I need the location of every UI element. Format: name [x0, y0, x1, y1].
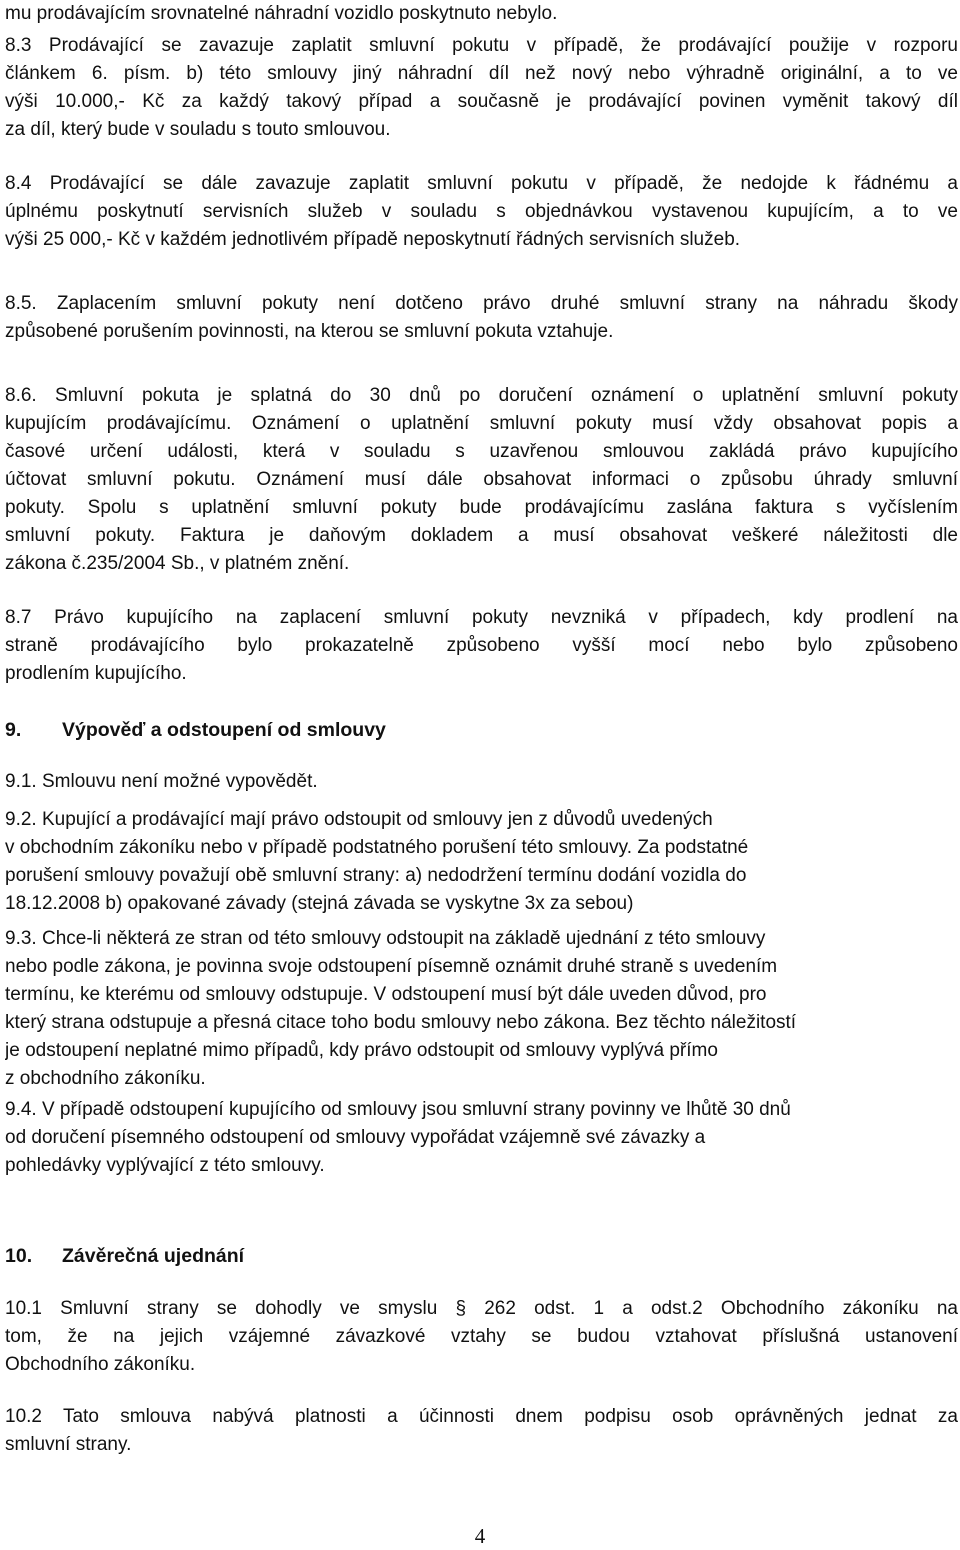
text-line: časové určení události, která v souladu s uzavřenou smlouvou zakládá právo kupujícího — [5, 441, 958, 462]
text-line: pohledávky vyplývající z této smlouvy. — [5, 1155, 325, 1176]
text-line: kupujícím prodávajícímu. Oznámení o uplatnění smluvní pokuty musí vždy obsahovat popis a — [5, 413, 958, 434]
text-line: tom, že na jejich vzájemné závazkové vztahy se budou vztahovat příslušná ustanovení — [5, 1326, 958, 1347]
paragraph-9-2 — [5, 806, 958, 918]
text-line: porušení smlouvy považují obě smluvní strany: a) nedodržení termínu dodání vozidla do — [5, 865, 747, 886]
text-line: zákona č.235/2004 Sb., v platném znění. — [5, 553, 350, 574]
section-10-title: Závěrečná ujednání — [62, 1245, 245, 1267]
text-line: prodlením kupujícího. — [5, 663, 187, 684]
text-line: výši 10.000,- Kč za každý takový případ a současně je prodávající povinen vyměnit takový díl — [5, 91, 958, 112]
paragraph-9-3 — [5, 925, 958, 1093]
text-line: 8.3 Prodávající se zavazuje zaplatit smluvní pokutu v případě, že prodávající použije v rozporu — [5, 35, 958, 56]
section-10-number: 10. — [5, 1245, 33, 1267]
text-line: smluvní strany. — [5, 1434, 132, 1455]
text-line: v obchodním zákoníku nebo v případě podstatného porušení této smlouvy. Za podstatné — [5, 837, 749, 858]
text-line: 8.5. Zaplacením smluvní pokuty není dotčeno právo druhé smluvní strany na náhradu škody — [5, 293, 958, 314]
text-line: od doručení písemného odstoupení od smlouvy vypořádat vzájemně své závazky a — [5, 1127, 706, 1148]
text-line: 9.2. Kupující a prodávající mají právo odstoupit od smlouvy jen z důvodů uvedených — [5, 809, 713, 830]
text-line: 9.4. V případě odstoupení kupujícího od smlouvy jsou smluvní strany povinny ve lhůtě 30 dnů — [5, 1099, 791, 1120]
paragraph-10-2 — [5, 1403, 958, 1459]
text-line: z obchodního zákoníku. — [5, 1068, 206, 1089]
page-number: 4 — [474, 1524, 486, 1548]
paragraph-9-4 — [5, 1096, 958, 1180]
text-line: za díl, který bude v souladu s touto smlouvou. — [5, 119, 391, 140]
paragraph-10-1 — [5, 1295, 958, 1379]
text-line: článkem 6. písm. b) této smlouvy jiný náhradní díl než nový nebo výhradně originální, a to ve — [5, 63, 958, 84]
paragraph-8-6 — [5, 382, 958, 578]
text-line: 18.12.2008 b) opakované závady (stejná závada se vyskytne 3x za sebou) — [5, 893, 634, 914]
text-line: způsobené porušením povinnosti, na kterou se smluvní pokuta vztahuje. — [5, 321, 614, 342]
text-line: který strana odstupuje a přesná citace toho bodu smlouvy nebo zákona. Bez těchto náležitostí — [5, 1012, 797, 1033]
text-line: smluvní pokuty. Faktura je daňovým dokladem a musí obsahovat veškeré náležitosti dle — [5, 525, 958, 546]
text-line: 9.3. Chce-li některá ze stran od této smlouvy odstoupit na základě ujednání z této smlouvy — [5, 928, 766, 949]
text-line: Obchodního zákoníku. — [5, 1354, 196, 1375]
text-line: mu prodávajícím srovnatelné náhradní vozidlo poskytnuto nebylo. — [5, 3, 558, 24]
paragraph-8-3 — [5, 32, 958, 144]
text-line: 10.2 Tato smlouva nabývá platnosti a účinnosti dnem podpisu osob oprávněných jednat za — [5, 1406, 958, 1427]
paragraph-intro-tail — [5, 0, 958, 28]
paragraph-8-4 — [5, 170, 958, 254]
text-line: účtovat smluvní pokutu. Oznámení musí dále obsahovat informaci o způsobu úhrady smluvní — [5, 469, 958, 490]
text-line: výši 25 000,- Kč v každém jednotlivém případě neposkytnutí řádných servisních služeb. — [5, 229, 741, 250]
section-9-heading — [5, 716, 958, 744]
text-line: 9.1. Smlouvu není možné vypovědět. — [5, 771, 318, 792]
text-line: straně prodávajícího bylo prokazatelně způsobeno vyšší mocí nebo bylo způsobeno — [5, 635, 958, 656]
text-line: 8.7 Právo kupujícího na zaplacení smluvní pokuty nevzniká v případech, kdy prodlení na — [5, 607, 958, 628]
text-line: 8.6. Smluvní pokuta je splatná do 30 dnů po doručení oznámení o uplatnění smluvní pokuty — [5, 385, 958, 406]
text-line: nebo podle zákona, je povinna svoje odstoupení písemně oznámit druhé straně s uvedením — [5, 956, 778, 977]
text-line: termínu, ke kterému od smlouvy odstupuje. V odstoupení musí být dále uveden důvod, pro — [5, 984, 767, 1005]
section-9-number: 9. — [5, 719, 22, 741]
section-10-heading — [5, 1242, 958, 1270]
text-line: úplnému poskytnutí servisních služeb v souladu s objednávkou vystavenou kupujícím, a to ve — [5, 201, 958, 222]
text-line: 10.1 Smluvní strany se dohodly ve smyslu § 262 odst. 1 a odst.2 Obchodního zákoníku na — [5, 1298, 958, 1319]
section-9-title: Výpověď a odstoupení od smlouvy — [62, 719, 386, 741]
paragraph-8-7 — [5, 604, 958, 688]
text-line: pokuty. Spolu s uplatnění smluvní pokuty bude prodávajícímu zaslána faktura s vyčíslením — [5, 497, 958, 518]
text-line: 8.4 Prodávající se dále zavazuje zaplatit smluvní pokutu v případě, že nedojde k řádnému a — [5, 173, 958, 194]
text-line: je odstoupení neplatné mimo případů, kdy právo odstoupit od smlouvy vyplývá přímo — [5, 1040, 718, 1061]
paragraph-8-5 — [5, 290, 958, 346]
paragraph-9-1 — [5, 768, 958, 796]
